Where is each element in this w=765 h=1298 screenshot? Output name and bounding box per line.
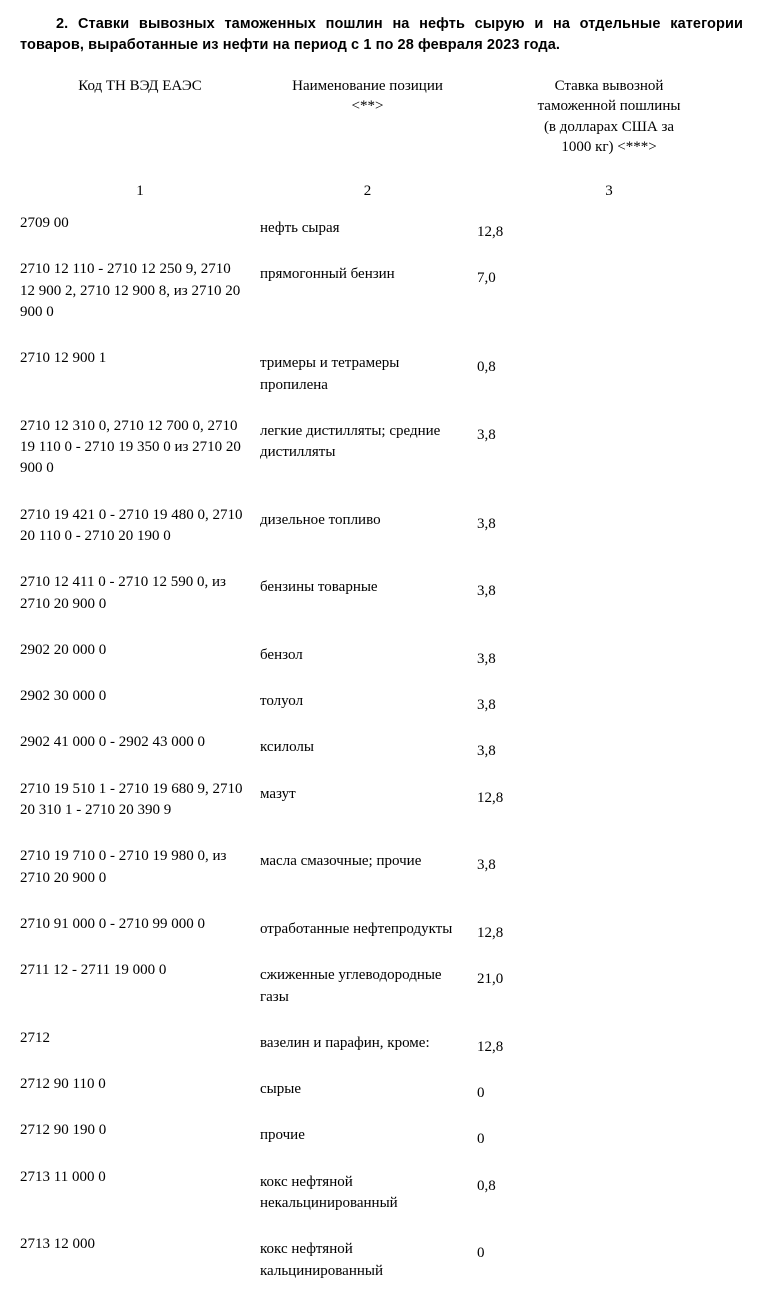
column-header-name-footnote: <**>: [351, 98, 384, 115]
column-header-name-label: Наименование позиции: [292, 78, 443, 95]
cell-rate: 21,0: [477, 971, 504, 988]
column-number-3: 3: [605, 183, 613, 200]
table-header: [20, 74, 743, 200]
cell-rate: 0: [477, 1131, 485, 1148]
cell-rate: 0: [477, 1085, 485, 1102]
cell-rate: 3,8: [477, 857, 496, 874]
cell-rate: 3,8: [477, 426, 496, 443]
cell-rate: 0,8: [477, 1177, 496, 1194]
cell-code: 2713 12 000: [20, 1236, 95, 1253]
column-header-code: [20, 74, 260, 157]
column-number-1: 1: [136, 183, 144, 200]
tariff-table: [20, 74, 743, 1289]
cell-code: 2710 12 110 - 2710 12 250 9, 2710 12 900 2, 2710 12 900 8, из 2710 20 900 0: [20, 261, 241, 320]
table-row: [20, 403, 743, 492]
column-header-code-label: Код ТН ВЭД ЕАЭС: [78, 78, 202, 95]
cell-rate: 12,8: [477, 1038, 504, 1055]
title-number: 2.: [56, 16, 69, 32]
cell-name: отработанные нефтепродукты: [260, 920, 453, 937]
cell-code: 2709 00: [20, 215, 69, 232]
cell-name: сжиженные углеводородные газы: [260, 967, 442, 1005]
table-body: [20, 200, 743, 1289]
cell-name: бензины товарные: [260, 579, 378, 596]
cell-code: 2712: [20, 1029, 50, 1046]
table-row: [20, 335, 743, 403]
cell-name: ксилолы: [260, 739, 314, 756]
cell-code: 2712 90 190 0: [20, 1122, 107, 1139]
cell-rate: 12,8: [477, 789, 504, 806]
column-header-rate-line1: Ставка вывозной: [554, 78, 664, 95]
cell-code: 2710 19 421 0 - 2710 19 480 0, 2710 20 110 0 - 2710 20 190 0: [20, 506, 243, 544]
cell-name: тримеры и тетрамеры пропилена: [260, 355, 400, 393]
cell-code: 2902 20 000 0: [20, 641, 107, 658]
cell-code: 2710 19 510 1 - 2710 19 680 9, 2710 20 310 1 - 2710 20 390 9: [20, 780, 243, 819]
table-row: [20, 246, 743, 335]
cell-name: масла смазочные; прочие: [260, 853, 422, 870]
cell-code: 2710 12 310 0, 2710 12 700 0, 2710 19 110 0 - 2710 19 350 0 из 2710 20 900 0: [20, 417, 241, 477]
cell-name: легкие дистилляты; средние дистилляты: [260, 422, 441, 461]
cell-code: 2902 41 000 0 - 2902 43 000 0: [20, 734, 205, 751]
cell-name: вазелин и парафин, кроме:: [260, 1034, 430, 1051]
table-row: [20, 1221, 743, 1289]
cell-rate: 12,8: [477, 924, 504, 941]
table-row: [20, 833, 743, 901]
cell-name: мазут: [260, 785, 296, 802]
table-row: [20, 766, 743, 834]
cell-code: 2710 12 411 0 - 2710 12 590 0, из 2710 20 900 0: [20, 574, 226, 612]
column-header-rate-line3: (в долларах США за: [543, 118, 675, 135]
table-row: [20, 947, 743, 1015]
cell-rate: 12,8: [477, 224, 504, 241]
cell-code: 2712 90 110 0: [20, 1076, 106, 1093]
table-row: [20, 200, 743, 246]
cell-code: 2710 12 900 1: [20, 350, 107, 367]
page-title: [20, 14, 743, 56]
column-header-name: [260, 74, 475, 157]
column-header-rate-line2: таможенной пошлины: [537, 98, 681, 115]
cell-name: прямогонный бензин: [260, 266, 395, 283]
cell-code: 2710 91 000 0 - 2710 99 000 0: [20, 915, 205, 932]
cell-rate: 3,8: [477, 743, 496, 760]
column-header-rate: [475, 74, 743, 157]
column-number-2: 2: [363, 183, 372, 200]
table-row: [20, 492, 743, 560]
cell-name: кокс нефтяной некальцинированный: [260, 1173, 398, 1212]
cell-code: 2711 12 - 2711 19 000 0: [20, 962, 167, 979]
cell-code: 2710 19 710 0 - 2710 19 980 0, из 2710 20 900 0: [20, 848, 227, 886]
cell-rate: 0: [477, 1245, 485, 1262]
cell-name: дизельное топливо: [260, 511, 381, 528]
cell-name: прочие: [260, 1127, 305, 1144]
cell-rate: 3,8: [477, 515, 496, 532]
cell-name: бензол: [260, 646, 303, 663]
cell-name: толуол: [260, 693, 304, 710]
table-row: [20, 1154, 743, 1222]
column-number-row: [20, 157, 743, 200]
cell-name: кокс нефтяной кальцинированный: [260, 1241, 383, 1279]
title-text: Ставки вывозных таможенных пошлин на нефть сырую и на отдельные категории товаров, выработанные из нефти на период с 1 по 28 февраля 2023 года.: [20, 16, 743, 54]
cell-rate: 3,8: [477, 697, 496, 714]
cell-code: 2713 11 000 0: [20, 1168, 106, 1185]
cell-name: нефть сырая: [260, 220, 340, 237]
column-header-rate-line4: 1000 кг) <***>: [561, 138, 657, 155]
cell-rate: 0,8: [477, 359, 496, 376]
cell-rate: 7,0: [477, 270, 496, 287]
cell-name: сырые: [260, 1081, 301, 1098]
table-row: [20, 559, 743, 627]
cell-code: 2902 30 000 0: [20, 688, 107, 705]
cell-rate: 3,8: [477, 650, 496, 667]
cell-rate: 3,8: [477, 583, 496, 600]
